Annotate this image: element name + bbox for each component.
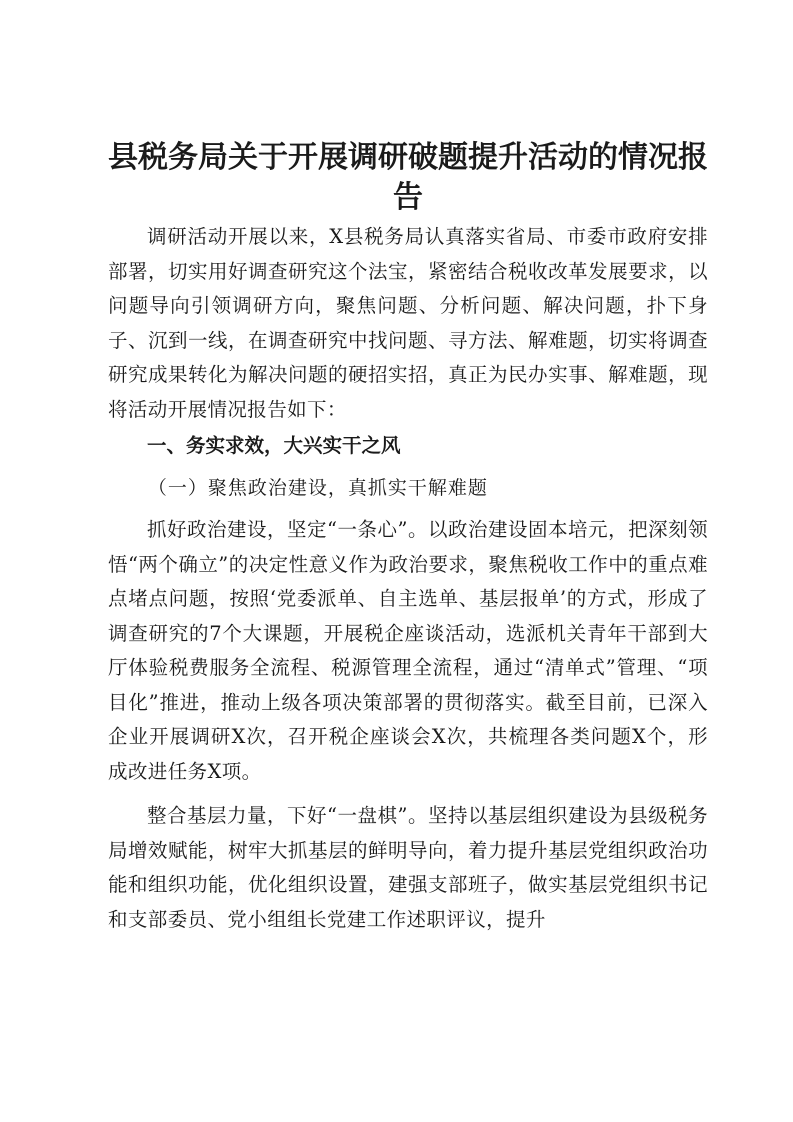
body-paragraph-2: 整合基层力量，下好“一盘棋”。坚持以基层组织建设为县级税务局增效赋能，树牢大抓基层的鲜明导向，着力提升基层党组织政治功能和组织功能，优化组织设置，建强支部班子，做实基层党组织书记和支部委员、党小组组长党建工作述职评议，提升 xyxy=(108,804,708,931)
document-title: 县税务局关于开展调研破题提升活动的情况报告 xyxy=(108,140,708,215)
subsection-heading-1-1: （一）聚焦政治建设，真抓实干解难题 xyxy=(147,476,488,499)
document-page xyxy=(108,138,708,937)
intro-paragraph: 调研活动开展以来，X县税务局认真落实省局、市委市政府安排部署，切实用好调查研究这个法宝，紧密结合税收改革发展要求，以问题导向引领调研方向，聚焦问题、分析问题、解决问题，扑下身子、沉到一线，在调查研究中找问题、寻方法、解难题，切实将调查研究成果转化为解决问题的硬招实招，真正为民办实事、解难题，现将活动开展情况报告如下： xyxy=(108,225,708,421)
body-paragraph-1: 抓好政治建设，坚定“一条心”。以政治建设固本培元，把深刻领悟“两个确立”的决定性意义作为政治要求，聚焦税收工作中的重点难点堵点问题，按照‘党委派单、自主选单、基层报单’的方式，形成了调查研究的7个大课题，开展税企座谈活动，选派机关青年干部到大厅体验税费服务全流程、税源管理全流程，通过“清单式”管理、“项目化”推进，推动上级各项决策部署的贯彻落实。截至目前，已深入企业开展调研X次，召开税企座谈会X次，共梳理各类问题X个，形成改进任务X项。 xyxy=(108,518,708,783)
section-heading-1: 一、务实求效，大兴实干之风 xyxy=(147,434,401,457)
